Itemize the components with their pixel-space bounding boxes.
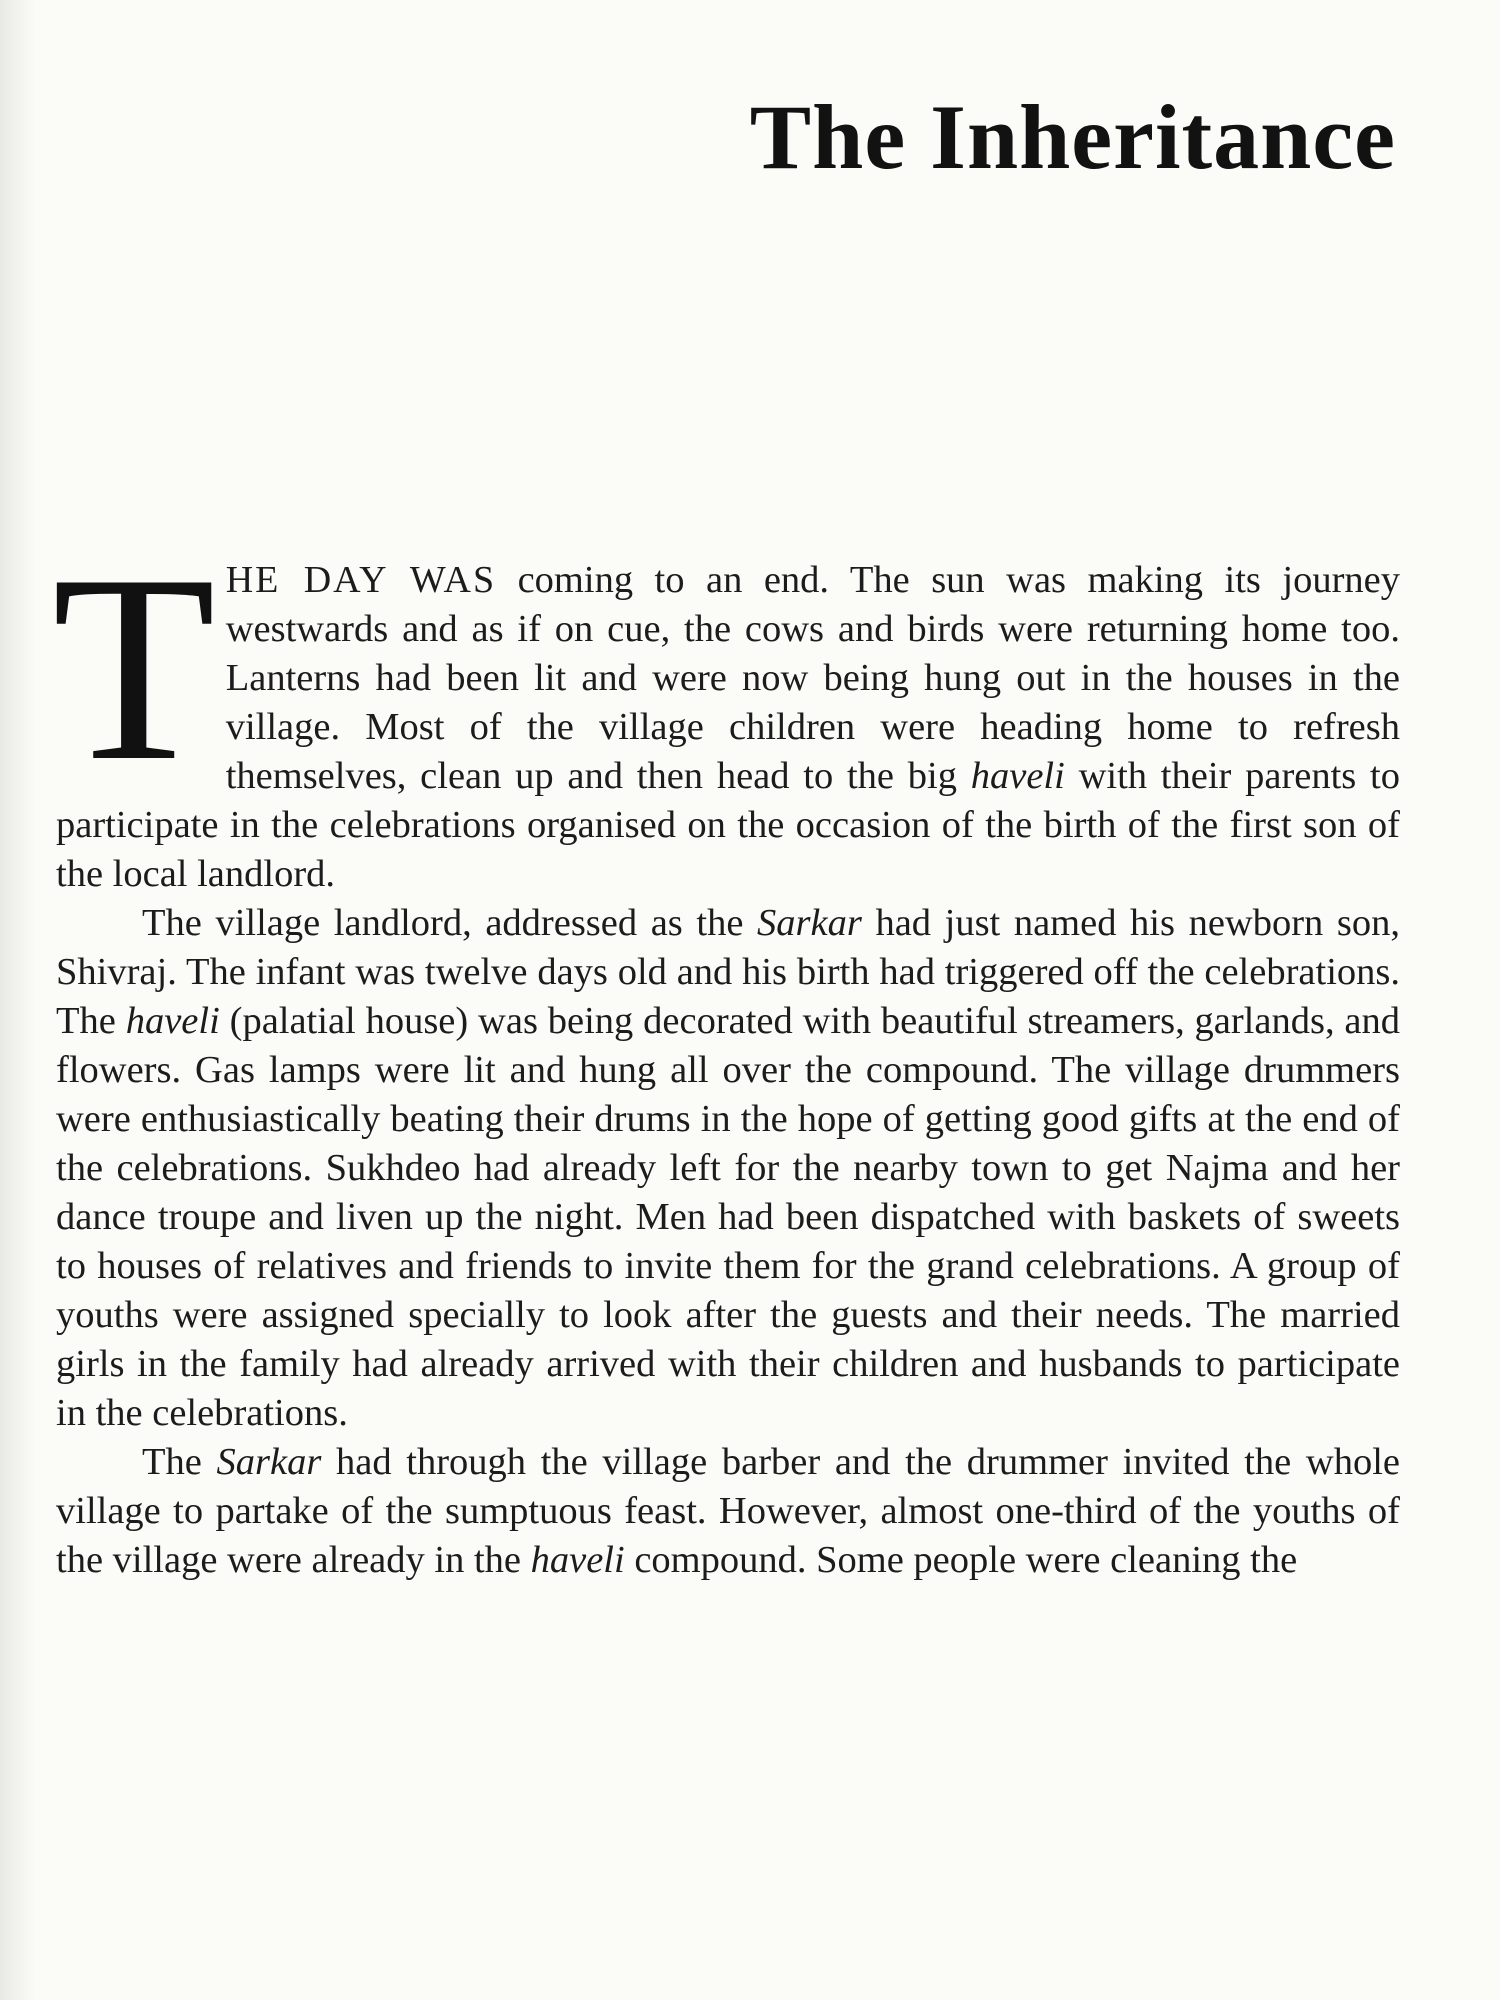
paragraph-3 bbox=[56, 1438, 1400, 1585]
p2-text-a: The village landlord, addressed as the bbox=[142, 902, 758, 944]
paragraph-opening bbox=[52, 519, 1400, 899]
body-text bbox=[52, 410, 1401, 1585]
page-gutter-shadow bbox=[0, 0, 36, 2000]
p2-text-b: had just named his newborn son, Shivraj. The infant was twelve days old and his birth had triggered off the celebrations. The bbox=[56, 902, 1400, 1042]
chapter-title: The Inheritance bbox=[749, 86, 1396, 188]
drop-cap-spacer bbox=[56, 410, 1400, 556]
p3-text-a: The bbox=[142, 1441, 217, 1483]
italic-term: haveli bbox=[530, 1539, 625, 1581]
p3-text-b: had through the village barber and the drummer invited the whole village to partake of the sumptuous feast. However, almost one-third of the youths of the village were already in the bbox=[56, 1441, 1400, 1581]
opening-text: coming to an end. The sun was making its journey westwards and as if on cue, the cows and birds were returning home too. Lanterns had been lit and were now being hung out in the houses in the village. Most of the village children were heading home to refresh themselves, clean up and then head to the big bbox=[225, 559, 1400, 797]
lead-in: HE DAY WAS bbox=[225, 559, 497, 601]
drop-cap: T bbox=[52, 519, 216, 816]
p3-text-c: compound. Some people were cleaning the bbox=[624, 1539, 1298, 1581]
italic-term: haveli bbox=[125, 1000, 220, 1042]
paragraph-2 bbox=[56, 899, 1400, 1438]
italic-term: haveli bbox=[970, 755, 1065, 797]
italic-term: Sarkar bbox=[216, 1441, 322, 1483]
p2-text-c: (palatial house) was being decorated with beautiful streamers, garlands, and flowers. Gas lamps were lit and hung all over the compound. The village drummers were enthusiastically beating their drums in the hope of getting good gifts at the end of the celebrations. Sukhdeo had already left for the nearby town to get Najma and her dance troupe and liven up the night. Men had been dispatched with baskets of sweets to houses of relatives and friends to invite them for the grand celebrations. A group of youths were assigned specially to look after the guests and their needs. The married girls in the family had already arrived with their children and husbands to participate in the celebrations. bbox=[56, 1000, 1401, 1434]
italic-term: Sarkar bbox=[757, 902, 862, 944]
opening-text-end: with their parents to participate in the celebrations organised on the occasion of the birth of the first son of the local landlord. bbox=[56, 755, 1400, 895]
